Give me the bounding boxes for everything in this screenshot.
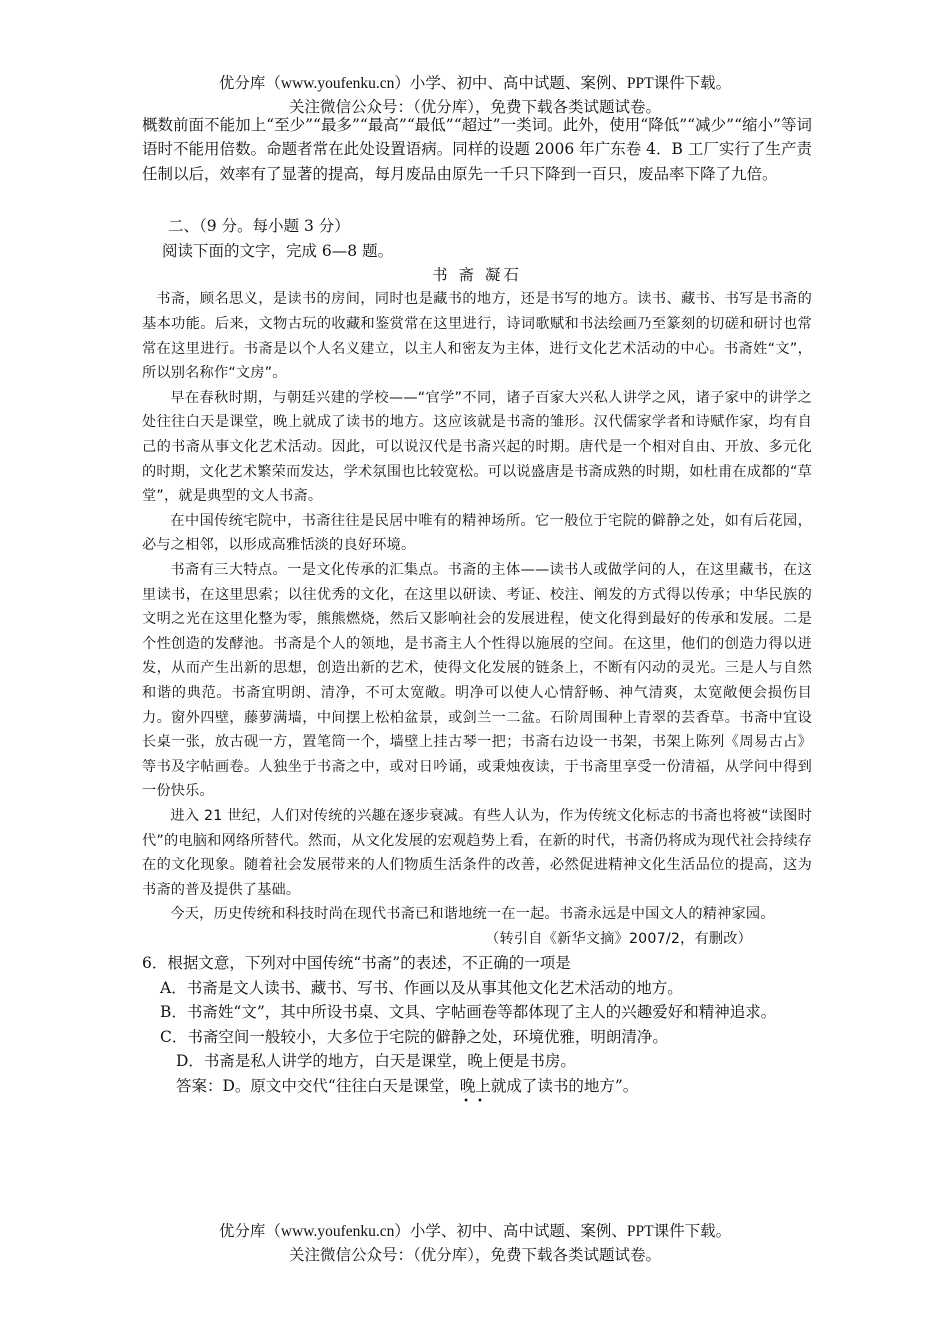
page-content	[142, 113, 812, 1106]
footer-line-1: 优分库（www.youfenku.cn）小学、初中、高中试题、案例、PPT课件下载。	[218, 1223, 732, 1240]
section-instruction: 阅读下面的文字，完成 6—8 题。	[162, 241, 394, 260]
section-heading: 二、（9 分。每小题 3 分）	[168, 217, 350, 236]
question-option-d: D．书斋是私人讲学的地方，白天是课堂，晚上便是书房。	[176, 1052, 576, 1071]
question-answer: 答案：D。原文中交代“往往白天是课堂，晚上就成了读书的地方”。	[176, 1076, 639, 1095]
article-title: 书 斋 凝石	[432, 266, 522, 285]
article-paragraph: 在中国传统宅院中，书斋往往是民居中唯有的精神场所。它一般位于宅院的僻静之处，如有后花园，必与之相邻，以形成高雅恬淡的良好环境。	[142, 512, 812, 554]
article-paragraph: 书斋，顾名思义，是读书的房间，同时也是藏书的地方，还是书写的地方。读书、藏书、书写是书斋的基本功能。后来，文物古玩的收藏和鉴赏常在这里进行，诗词歌赋和书法绘画乃至篆刻的切磋和研讨也常常在这里进行。书斋是以个人名义建立，以主人和密友为主体，进行文化艺术活动的中心。书斋姓“文”，所以别名称作“文房”。	[142, 291, 812, 382]
page-footer	[0, 1220, 950, 1268]
question-option-a: A．书斋是文人读书、藏书、写书、作画以及从事其他文化艺术活动的地方。	[160, 978, 683, 997]
emphasis-dots: ••	[463, 1095, 491, 1107]
article-paragraph: 今天，历史传统和科技时尚在现代书斋已和谐地统一在一起。书斋永远是中国文人的精神家园。	[170, 906, 775, 923]
header-line-1: 优分库（www.youfenku.cn）小学、初中、高中试题、案例、PPT课件下载。	[218, 75, 732, 92]
article-paragraph: 早在春秋时期，与朝廷兴建的学校——“官学”不同，诸子百家大兴私人讲学之风，诸子家中的讲学之处往往白天是课堂，晚上就成了读书的地方。这应该就是书斋的雏形。汉代儒家学者和诗赋作家，均有自己的书斋从事文化艺术活动。因此，可以说汉代是书斋兴起的时期。唐代是一个相对自由、开放、多元化的时期，文化艺术繁荣而发达，学术氛围也比较宽松。可以说盛唐是书斋成熟的时期，如杜甫在成都的“草堂”，就是典型的文人书斋。	[142, 389, 812, 505]
question-option-b: B．书斋姓“文”，其中所设书桌、文具、字帖画卷等都体现了主人的兴趣爱好和精神追求。	[160, 1003, 777, 1022]
question-stem: 6．根据文意，下列对中国传统“书斋”的表述，不正确的一项是	[142, 954, 571, 973]
footer-line-2: 关注微信公众号：（优分库），免费下载各类试题试卷。	[288, 1247, 661, 1264]
article-paragraph: 书斋有三大特点。一是文化传承的汇集点。书斋的主体——读书人或做学问的人，在这里藏书，在这里读书，在这里思索；以往优秀的文化，在这里以研读、考证、校注、阐发的方式得以传承；中华民族的文明之光在这里化整为零，熊熊燃烧，然后又影响社会的发展进程，使文化得到最好的传承和发展。二是个性创造的发酵池。书斋是个人的领地，是书斋主人个性得以施展的空间。在这里，他们的创造力得以迸发，从而产生出新的思想，创造出新的艺术，使得文化发展的链条上，不断有闪动的灵光。三是人与自然和谐的典范。书斋宜明朗、清净，不可太宽敞。明净可以使人心情舒畅、神气清爽，太宽敞便会损伤目力。窗外四壁，藤萝满墙，中间摆上松柏盆景，或剑兰一二盆。石阶周围种上青翠的芸香草。书斋中宜设长桌一张，放古砚一方，置笔筒一个，墙壁上挂古琴一把；书斋右边设一书架，书架上陈列《周易古占》等书及字帖画卷。人独坐于书斋之中，或对日吟诵，或秉烛夜读，于书斋里享受一份清福，从学问中得到一份快乐。	[142, 561, 812, 800]
article-source: （转引自《新华文摘》2007/2，有删改）	[485, 930, 752, 947]
article-body	[142, 287, 812, 951]
article-paragraph: 进入 21 世纪，人们对传统的兴趣在逐步衰减。有些人认为，作为传统文化标志的书斋也将被“读图时代”的电脑和网络所替代。然而，从文化发展的宏观趋势上看，在新的时代，书斋仍将成为现代社会持续存在的文化现象。随着社会发展带来的人们物质生活条件的改善，必然促进精神文化生活品位的提高，这为书斋的普及提供了基础。	[142, 807, 812, 898]
intro-paragraph: 概数前面不能加上“至少”“最多”“最高”“最低”“超过”一类词。此外，使用“降低”“减少”“缩小”等词语时不能用倍数。命题者常在此处设置语病。同样的设题 2006 年广东卷 4．B 工厂实行了生产责任制以后，效率有了显著的提高，每月废品由原先一千只下降到一百只，废品率下降了九倍。	[142, 116, 812, 183]
header-line-2: 关注微信公众号：（优分库），免费下载各类试题试卷。	[288, 99, 661, 116]
question-option-c: C．书斋空间一般较小，大多位于宅院的僻静之处，环境优雅，明朗清净。	[160, 1027, 668, 1046]
